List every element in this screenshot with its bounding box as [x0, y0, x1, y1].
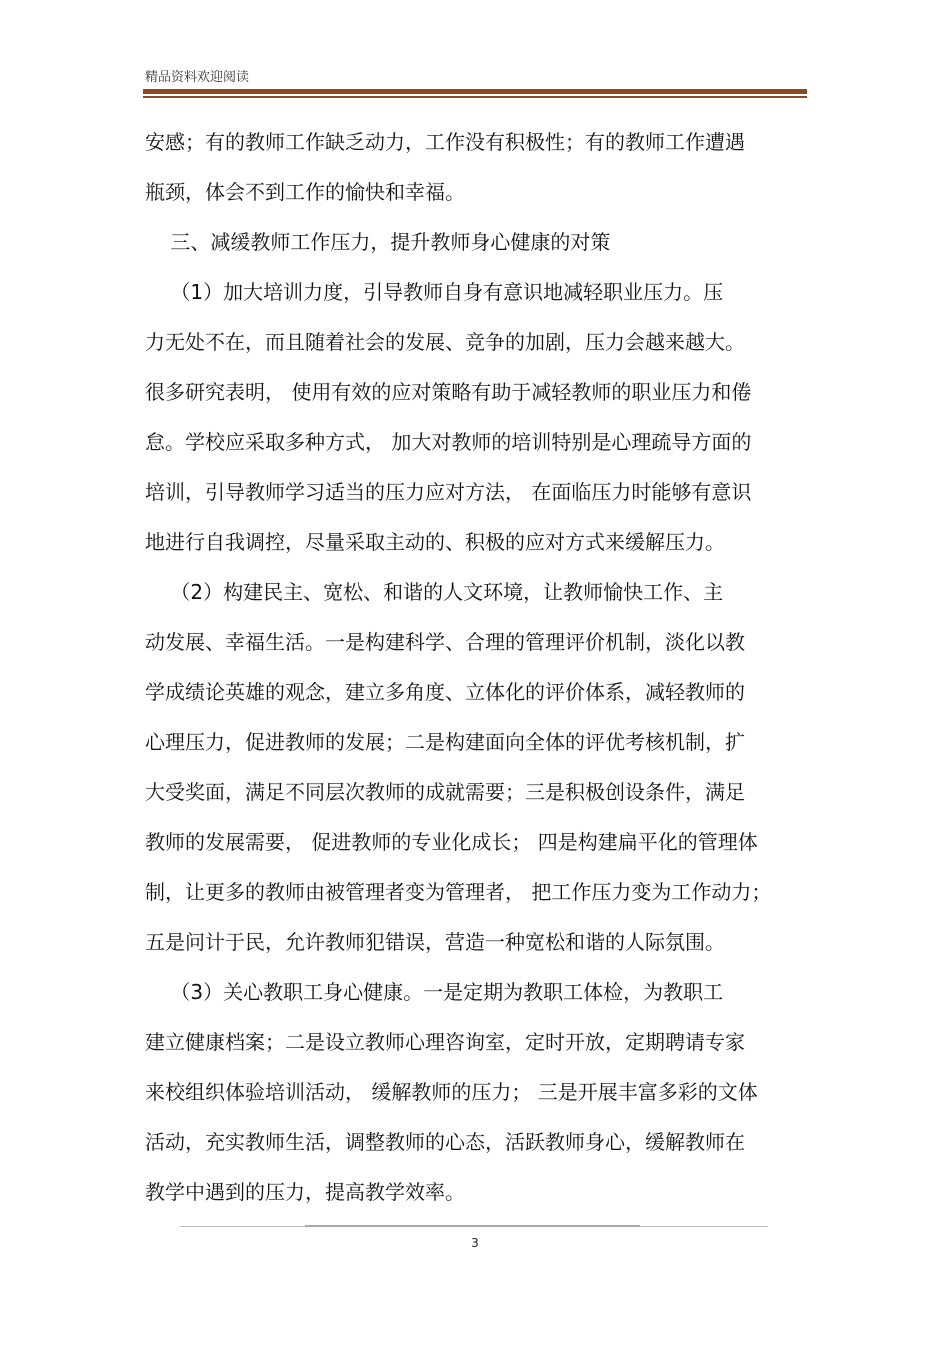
header-divider: [143, 89, 807, 98]
body-text-line: 地进行自我调控，尽量采取主动的、积极的应对方式来缓解压力。: [145, 530, 725, 554]
body-text-line: 培训，引导教师学习适当的压力应对方法， 在面临压力时能够有意识: [145, 480, 752, 504]
body-text-line: 教学中遇到的压力，提高教学效率。: [145, 1180, 465, 1204]
section-heading: 三、减缓教师工作压力，提升教师身心健康的对策: [145, 230, 611, 254]
body-text-line: 力无处不在，而且随着社会的发展、竞争的加剧，压力会越来越大。: [145, 330, 745, 354]
body-text-line: 来校组织体验培训活动， 缓解教师的压力； 三是开展丰富多彩的文体: [145, 1080, 758, 1104]
body-text-line: 大受奖面，满足不同层次教师的成就需要；三是积极创设条件，满足: [145, 780, 745, 804]
body-text-line: （3）关心教职工身心健康。一是定期为教职工体检，为教职工: [145, 980, 724, 1004]
body-text-line: 教师的发展需要， 促进教师的专业化成长； 四是构建扁平化的管理体: [145, 830, 758, 854]
body-text-line: 很多研究表明， 使用有效的应对策略有助于减轻教师的职业压力和倦: [145, 380, 752, 404]
page-header-text: 精品资料欢迎阅读: [145, 70, 250, 85]
body-text-line: 安感；有的教师工作缺乏动力，工作没有积极性；有的教师工作遭遇: [145, 130, 745, 154]
body-text-line: 怠。学校应采取多种方式， 加大对教师的培训特别是心理疏导方面的: [145, 430, 752, 454]
body-text-line: 学成绩论英雄的观念，建立多角度、立体化的评价体系，减轻教师的: [145, 680, 745, 704]
page-number: 3: [471, 1236, 479, 1250]
body-text-line: 心理压力，促进教师的发展；二是构建面向全体的评优考核机制，扩: [145, 730, 745, 754]
body-text-line: 瓶颈，体会不到工作的愉快和幸福。: [145, 180, 465, 204]
footer-divider: [180, 1226, 768, 1227]
body-text-line: 制，让更多的教师由被管理者变为管理者， 把工作压力变为工作动力；: [145, 880, 772, 904]
body-text-line: 五是问计于民，允许教师犯错误，营造一种宽松和谐的人际氛围。: [145, 930, 725, 954]
body-text-line: 活动，充实教师生活，调整教师的心态，活跃教师身心，缓解教师在: [145, 1130, 745, 1154]
body-text-line: （1）加大培训力度，引导教师自身有意识地减轻职业压力。压: [145, 280, 724, 304]
body-text-line: （2）构建民主、宽松、和谐的人文环境，让教师愉快工作、主: [145, 580, 724, 604]
body-text-line: 动发展、幸福生活。一是构建科学、合理的管理评价机制，淡化以教: [145, 630, 745, 654]
body-text-line: 建立健康档案；二是设立教师心理咨询室，定时开放，定期聘请专家: [145, 1030, 745, 1054]
